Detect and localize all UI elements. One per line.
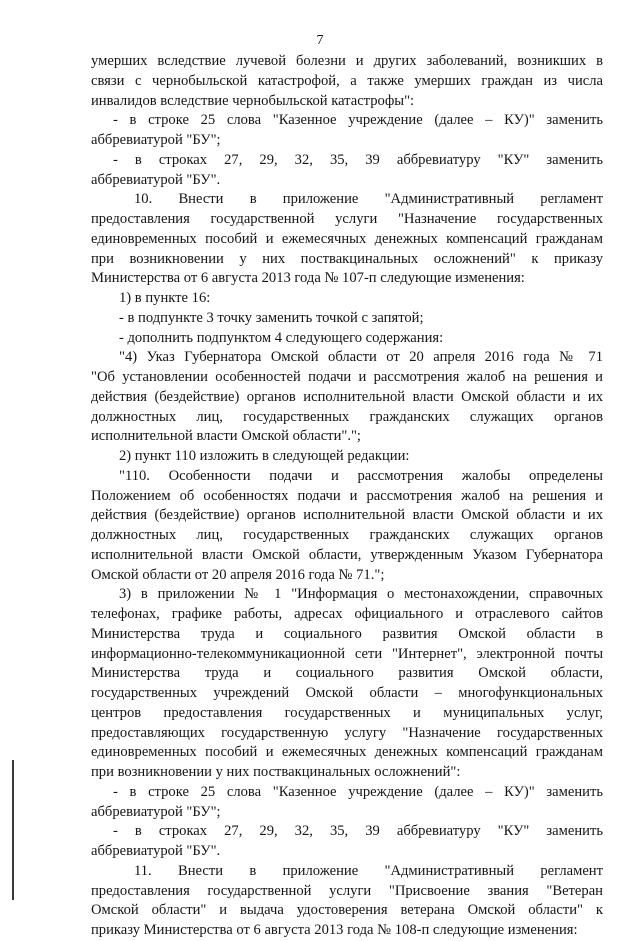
text-line: исполнительной власти Омской области".";	[91, 428, 361, 445]
text-line: исполнительной власти Омской области, утвержденным Указом Губернатора	[91, 546, 603, 563]
text-line: при возникновении у них поствакцинальных осложнений" к приказу	[91, 250, 603, 267]
text-line: 10. Внести в приложение "Административный регламент	[134, 191, 603, 208]
document-body	[91, 52, 603, 941]
text-line: информационно-телекоммуникационной сети "Интернет", электронной почты	[91, 645, 603, 662]
text-line: - дополнить подпунктом 4 следующего содержания:	[119, 329, 444, 346]
text-line: предоставляющих государственную услугу "Назначение государственных	[91, 724, 603, 741]
text-line: 1) в пункте 16:	[119, 290, 211, 306]
text-line: Омской области от 20 апреля 2016 года № 71.";	[91, 566, 385, 583]
text-line: Министерства от 6 августа 2013 года № 107-п следующие изменения:	[91, 270, 525, 287]
text-line: предоставления государственной услуги "Назначение государственных	[91, 211, 603, 227]
text-line: приказу Министерства от 6 августа 2013 года № 108-п следующие изменения:	[91, 922, 578, 938]
text-line: 11. Внести в приложение "Административный регламент	[134, 862, 603, 879]
text-line: "110. Особенности подачи и рассмотрения жалобы определены	[119, 467, 603, 484]
text-line: 3) в приложении № 1 "Информация о местонахождении, справочных	[119, 586, 603, 603]
text-line: при возникновении у них поствакцинальных осложнений":	[91, 764, 461, 780]
text-line: должностных лиц, государственных гражданских служащих органов	[91, 408, 603, 425]
text-line: 2) пункт 110 изложить в следующей редакции:	[119, 448, 410, 464]
text-line: действия (бездействие) органов исполнительной власти Омской области и их	[91, 388, 603, 405]
text-line: аббревиатурой "БУ";	[91, 803, 221, 820]
text-line: Министерства труда и социального развития Омской области,	[91, 665, 603, 682]
text-line: Министерства труда и социального развития Омской области в	[91, 625, 603, 642]
text-line: Омской области" и выдача удостоверения ветерана Омской области" к	[91, 902, 603, 919]
text-line: инвалидов вследствие чернобыльской катастрофы":	[91, 92, 415, 109]
text-line: - в строке 25 слова "Казенное учреждение (далее – КУ)" заменить	[113, 783, 603, 800]
text-line: умерших вследствие лучевой болезни и других заболеваний, возникших в	[91, 53, 603, 69]
text-line: аббревиатурой "БУ";	[91, 132, 221, 148]
text-line: - в строках 27, 29, 32, 35, 39 аббревиатуру "КУ" заменить	[113, 151, 603, 168]
text-line: центров предоставления государственных и муниципальных услуг,	[91, 704, 603, 721]
text-line: действия (бездействие) органов исполнительной власти Омской области и их	[91, 507, 603, 524]
text-line: "Об установлении особенностей подачи и рассмотрения жалоб на решения и	[91, 369, 603, 385]
scan-edge-mark	[12, 760, 14, 900]
text-line: - в строке 25 слова "Казенное учреждение (далее – КУ)" заменить	[113, 112, 603, 129]
text-line: Положением об особенностях подачи и рассмотрения жалоб на решения и	[91, 487, 603, 504]
text-line: "4) Указ Губернатора Омской области от 20 апреля 2016 года № 71	[119, 349, 603, 366]
text-line: государственных учреждений Омской области – многофункциональных	[91, 685, 603, 701]
text-line: - в подпункте 3 точку заменить точкой с запятой;	[119, 309, 424, 326]
text-line: аббревиатурой "БУ".	[91, 843, 221, 859]
text-line: единовременных пособий и ежемесячных денежных компенсаций гражданам	[91, 230, 603, 247]
text-line: связи с чернобыльской катастрофой, а также умерших граждан из числа	[91, 72, 603, 89]
text-line: должностных лиц, государственных гражданских служащих органов	[91, 527, 603, 543]
text-line: аббревиатурой "БУ".	[91, 171, 221, 188]
text-line: единовременных пособий и ежемесячных денежных компенсаций гражданам	[91, 744, 603, 761]
page-number: 7	[316, 33, 324, 48]
text-line: - в строках 27, 29, 32, 35, 39 аббревиатуру "КУ" заменить	[113, 823, 603, 840]
text-line: телефонах, графике работы, адресах официального и отраслевого сайтов	[91, 606, 603, 622]
text-line: предоставления государственной услуги "Присвоение звания "Ветеран	[91, 882, 603, 899]
